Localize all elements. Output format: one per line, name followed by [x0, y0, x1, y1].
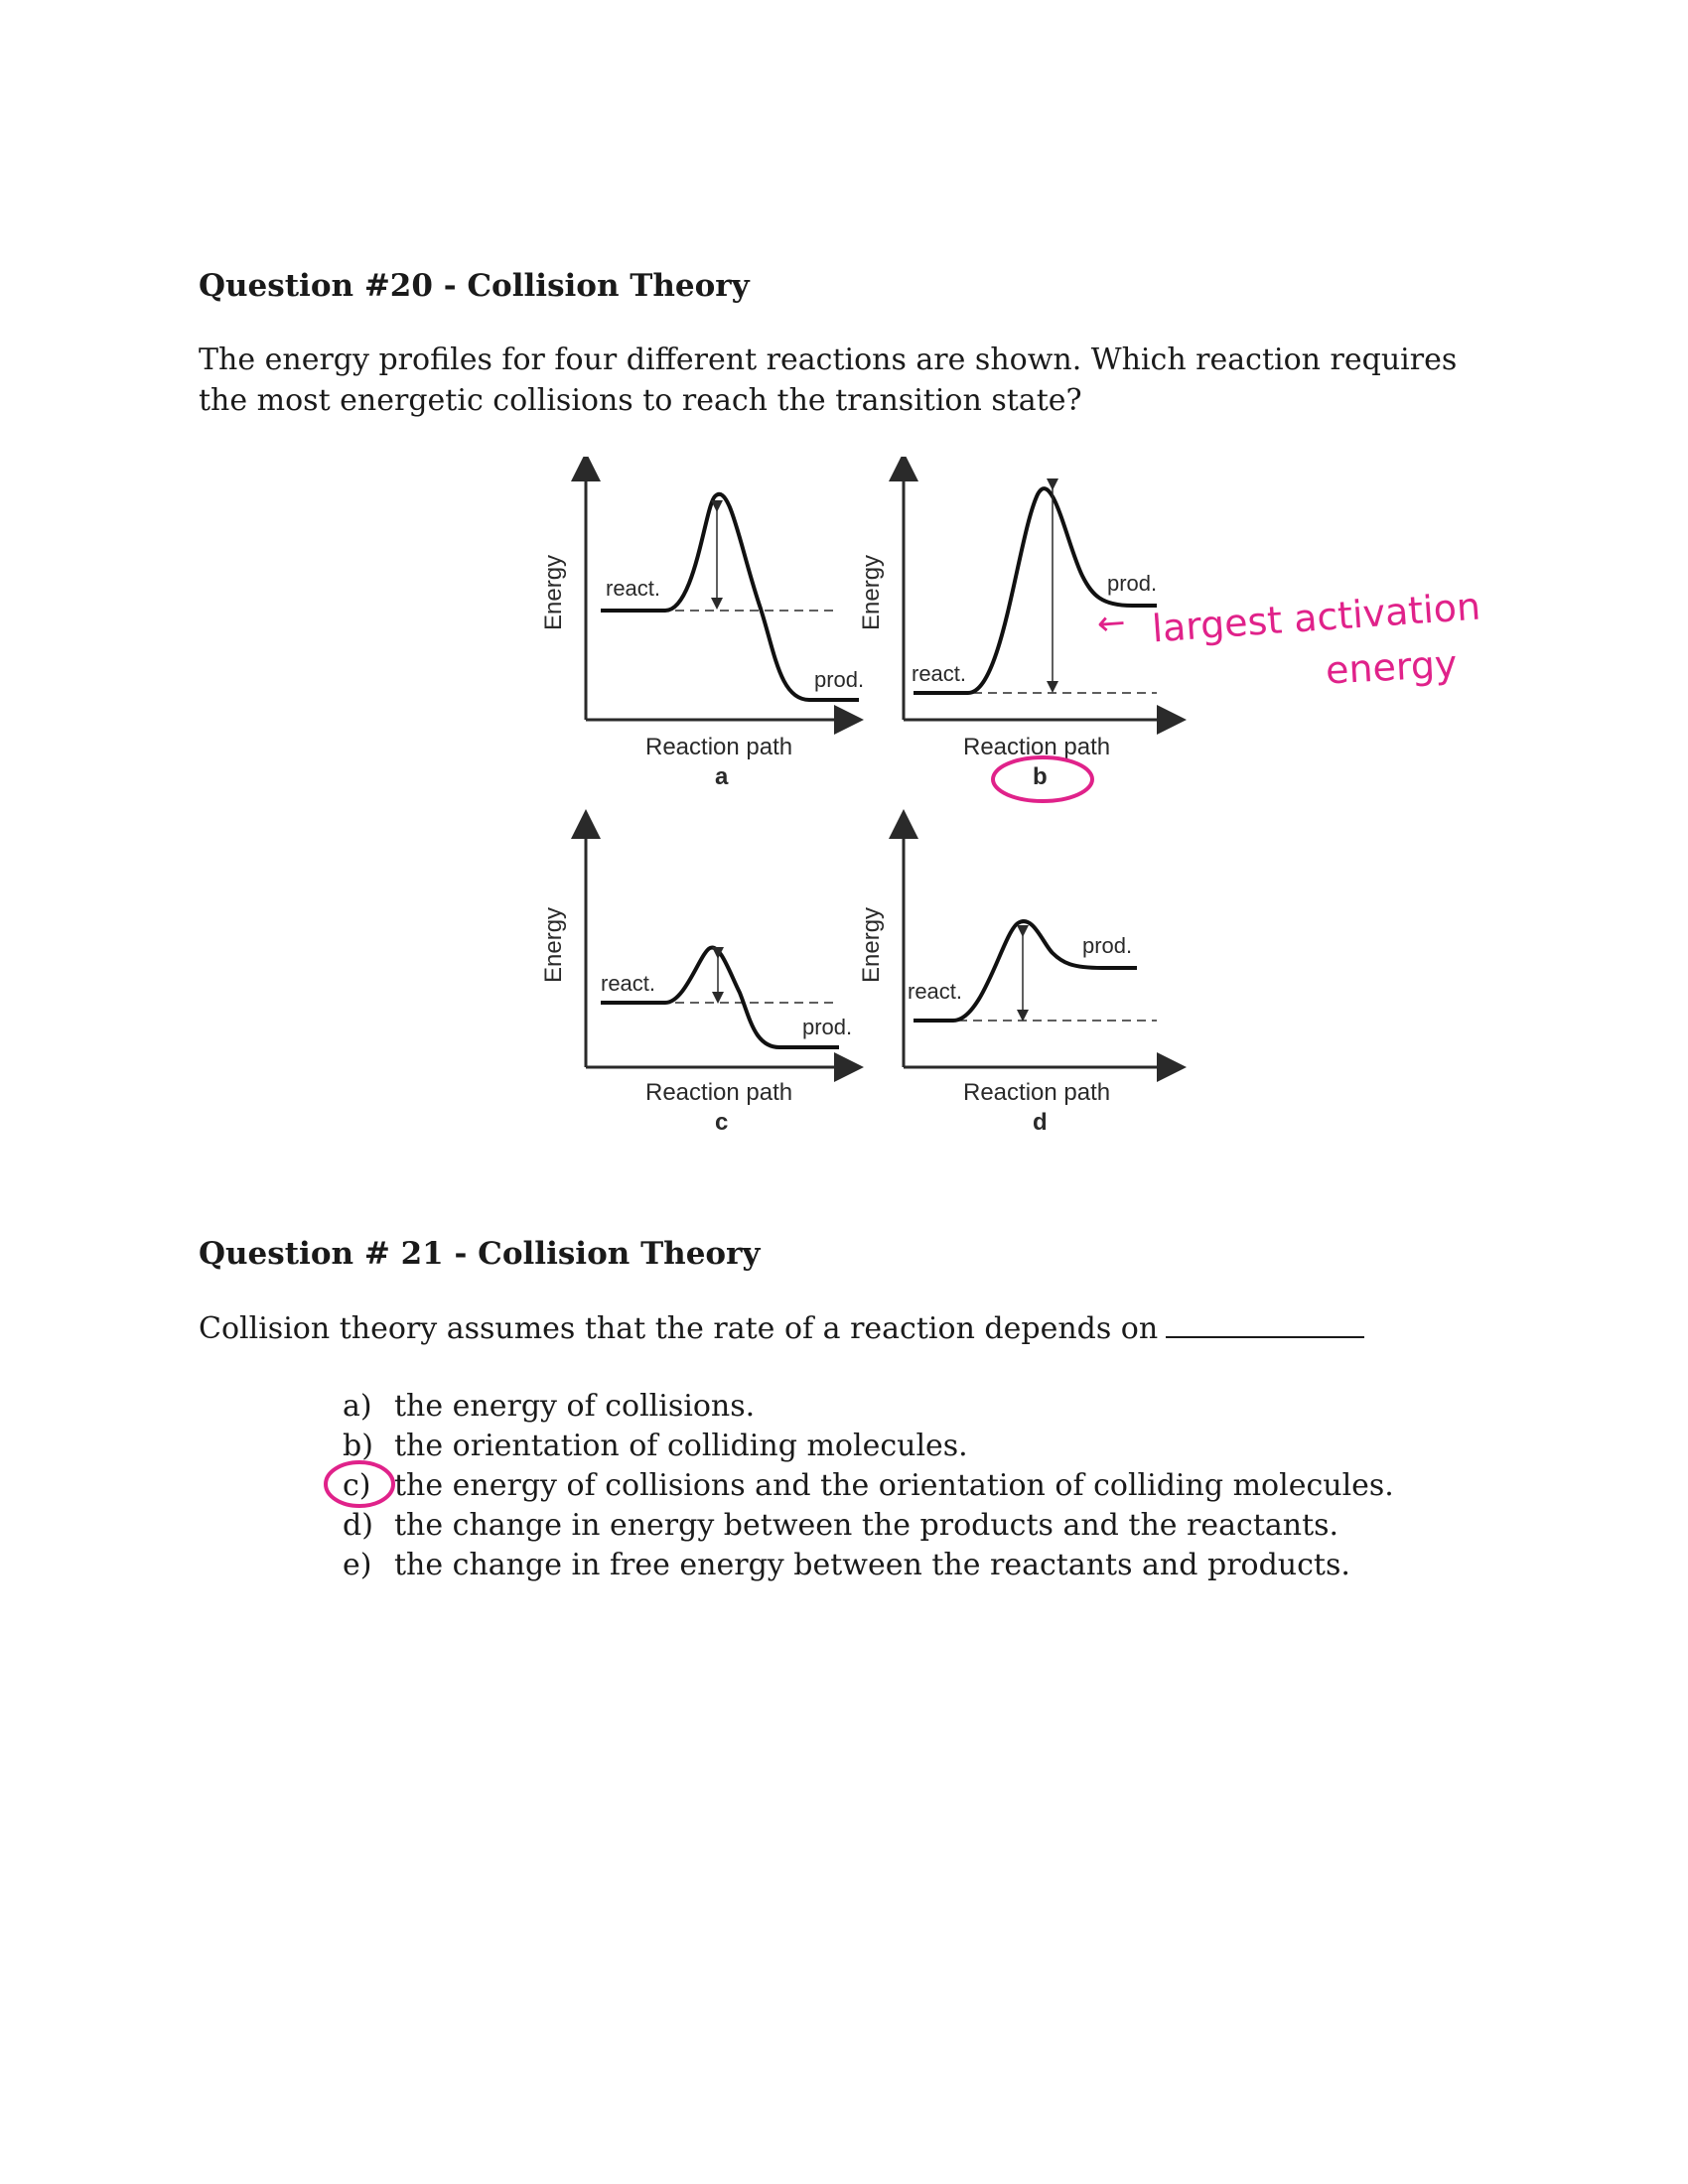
- x-axis-label: Reaction path: [963, 1079, 1111, 1106]
- annotation-arrow: ←: [1095, 603, 1127, 644]
- y-axis-label: Energy: [858, 906, 885, 983]
- question-21-stem: Collision theory assumes that the rate of a reaction depends on: [199, 1311, 1159, 1346]
- option-text: the change in free energy between the reactants and products.: [394, 1548, 1350, 1582]
- answer-options: [343, 1387, 1394, 1585]
- y-axis-label: Energy: [540, 906, 567, 983]
- product-label: prod.: [1107, 571, 1158, 596]
- option-letter: e): [343, 1548, 372, 1582]
- energy-profiles-figure: [536, 457, 1231, 1171]
- option-letter: c): [343, 1468, 371, 1503]
- reactant-label: react.: [908, 979, 963, 1004]
- product-label: prod.: [802, 1015, 853, 1039]
- panel-caption-c: c: [715, 1109, 729, 1136]
- panel-caption-b: b: [1033, 763, 1048, 790]
- reactant-label: react.: [601, 971, 656, 996]
- option-letter: a): [343, 1389, 372, 1424]
- energy-profile-d: [858, 824, 1172, 1136]
- option-text: the orientation of colliding molecules.: [394, 1429, 968, 1463]
- x-axis-label: Reaction path: [645, 1079, 793, 1106]
- product-label: prod.: [1082, 933, 1133, 958]
- selected-option-circle: [318, 1454, 407, 1514]
- option-d[interactable]: [343, 1506, 1394, 1546]
- option-text: the energy of collisions and the orientation of colliding molecules.: [394, 1468, 1394, 1503]
- option-c[interactable]: [343, 1466, 1394, 1506]
- option-text: the change in energy between the products and the reactants.: [394, 1508, 1339, 1543]
- panel-caption-d: d: [1033, 1109, 1048, 1136]
- y-axis-label: Energy: [858, 554, 885, 630]
- annotation-note-line1: largest activation: [1150, 584, 1482, 651]
- option-b[interactable]: [343, 1427, 1394, 1466]
- x-axis-label: Reaction path: [963, 734, 1111, 760]
- panel-caption-a: a: [715, 763, 729, 790]
- option-letter: d): [343, 1508, 373, 1543]
- x-axis-label: Reaction path: [645, 734, 793, 760]
- question-21-body: [199, 1308, 1489, 1349]
- energy-profile-a: [540, 467, 864, 790]
- question-21-title: Question # 21 - Collision Theory: [199, 1236, 761, 1272]
- option-a[interactable]: [343, 1387, 1394, 1427]
- reactant-label: react.: [912, 661, 967, 686]
- question-20-title: Question #20 - Collision Theory: [199, 268, 750, 304]
- energy-profile-c: [540, 824, 852, 1136]
- reactant-label: react.: [606, 576, 661, 601]
- option-e[interactable]: [343, 1546, 1394, 1585]
- annotation-note-line2: energy: [1324, 641, 1459, 693]
- option-letter: b): [343, 1429, 373, 1463]
- question-20-body: The energy profiles for four different reactions are shown. Which reaction requires the most energetic collisions to reach the transition state?: [199, 342, 1458, 418]
- product-label: prod.: [814, 667, 865, 692]
- option-text: the energy of collisions.: [394, 1389, 756, 1424]
- y-axis-label: Energy: [540, 554, 567, 630]
- answer-blank: [1166, 1312, 1364, 1338]
